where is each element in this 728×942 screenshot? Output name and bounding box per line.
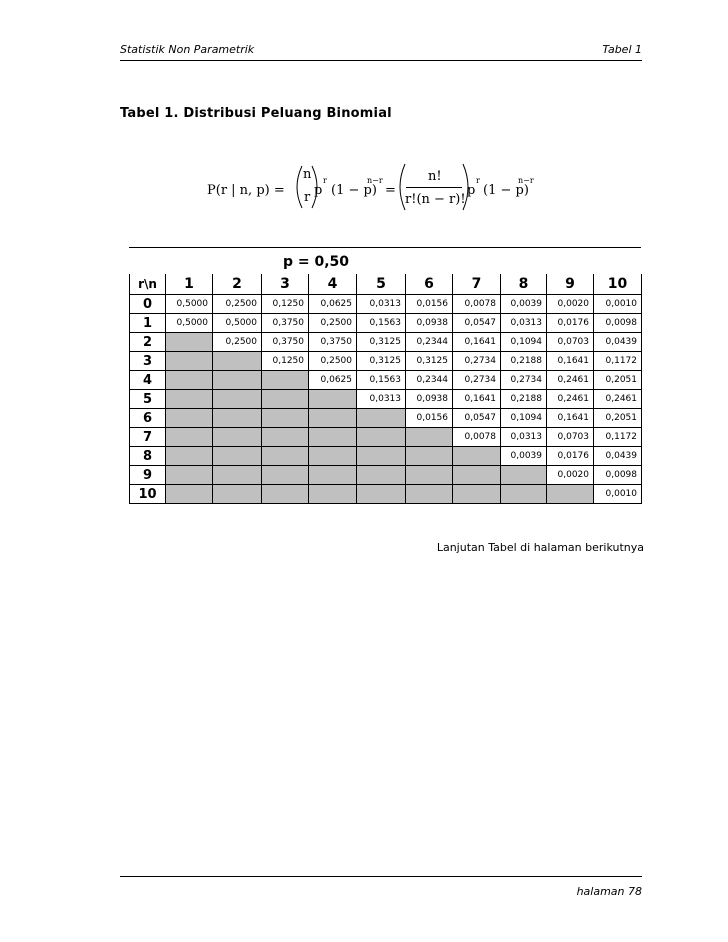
formula-p: p — [314, 183, 323, 198]
empty-cell — [166, 485, 213, 504]
probability-cell: 0,0439 — [594, 333, 642, 352]
empty-cell — [357, 428, 406, 447]
probability-cell: 0,2500 — [213, 333, 262, 352]
empty-cell — [309, 390, 357, 409]
probability-cell: 0,1094 — [501, 333, 547, 352]
empty-cell — [547, 485, 594, 504]
probability-cell: 0,0010 — [594, 485, 642, 504]
empty-cell — [213, 466, 262, 485]
empty-cell — [166, 409, 213, 428]
empty-cell — [453, 485, 501, 504]
probability-cell: 0,2500 — [213, 295, 262, 314]
probability-cell: 0,2188 — [501, 390, 547, 409]
table-title: Tabel 1. Distribusi Peluang Binomial — [120, 106, 392, 121]
probability-cell: 0,0156 — [406, 295, 453, 314]
table-row — [130, 409, 642, 428]
probability-cell: 0,2734 — [453, 371, 501, 390]
probability-cell: 0,0938 — [406, 314, 453, 333]
empty-cell — [309, 466, 357, 485]
empty-cell — [501, 485, 547, 504]
table-row — [130, 295, 642, 314]
table-row — [130, 390, 642, 409]
probability-cell: 0,0020 — [547, 466, 594, 485]
frac-numerator: n! — [428, 169, 442, 184]
column-header: 5 — [357, 274, 406, 295]
probability-cell: 0,5000 — [213, 314, 262, 333]
formula-one-minus-p-exp: n−r — [367, 176, 383, 185]
empty-cell — [309, 447, 357, 466]
formula-end-one-minus-p-exp: n−r — [518, 176, 534, 185]
page-footer — [120, 876, 642, 907]
probability-cell: 0,0703 — [547, 333, 594, 352]
probability-cell: 0,3125 — [357, 352, 406, 371]
column-header: 1 — [166, 274, 213, 295]
row-label: 7 — [130, 428, 166, 447]
column-header: 4 — [309, 274, 357, 295]
probability-cell: 0,2051 — [594, 371, 642, 390]
probability-cell: 0,0313 — [501, 428, 547, 447]
empty-cell — [406, 485, 453, 504]
probability-cell: 0,1250 — [262, 352, 309, 371]
probability-cell: 0,0313 — [357, 295, 406, 314]
corner-label: r\n — [130, 274, 166, 295]
probability-cell: 0,1641 — [453, 333, 501, 352]
continuation-note: Lanjutan Tabel di halaman berikutnya — [436, 541, 644, 554]
probability-cell: 0,1563 — [357, 371, 406, 390]
p-value-label: p = 0,50 — [283, 254, 350, 270]
table-row — [130, 333, 642, 352]
probability-cell: 0,2051 — [594, 409, 642, 428]
empty-cell — [166, 447, 213, 466]
column-header: 8 — [501, 274, 547, 295]
probability-cell: 0,2461 — [594, 390, 642, 409]
probability-cell: 0,2461 — [547, 390, 594, 409]
formula-end-p: p — [467, 183, 476, 198]
probability-cell: 0,0938 — [406, 390, 453, 409]
empty-cell — [406, 466, 453, 485]
binomial-formula — [0, 0, 728, 230]
empty-cell — [309, 428, 357, 447]
probability-cell: 0,0078 — [453, 428, 501, 447]
empty-cell — [357, 447, 406, 466]
probability-cell: 0,0078 — [453, 295, 501, 314]
frac-line — [406, 187, 462, 188]
column-header: 9 — [547, 274, 594, 295]
row-label: 3 — [130, 352, 166, 371]
probability-cell: 0,1172 — [594, 428, 642, 447]
header-left-text: Statistik Non Parametrik — [120, 43, 255, 56]
empty-cell — [213, 428, 262, 447]
empty-cell — [357, 466, 406, 485]
probability-cell: 0,3125 — [357, 333, 406, 352]
empty-cell — [406, 447, 453, 466]
row-label: 2 — [130, 333, 166, 352]
probability-cell: 0,2461 — [547, 371, 594, 390]
empty-cell — [166, 352, 213, 371]
probability-cell: 0,0098 — [594, 314, 642, 333]
probability-cell: 0,0010 — [594, 295, 642, 314]
row-label: 6 — [130, 409, 166, 428]
column-header: 6 — [406, 274, 453, 295]
probability-cell: 0,0039 — [501, 447, 547, 466]
probability-cell: 0,0039 — [501, 295, 547, 314]
probability-cell: 0,3125 — [406, 352, 453, 371]
probability-cell: 0,2500 — [309, 314, 357, 333]
formula-one-minus-p: (1 − p) — [331, 183, 377, 198]
empty-cell — [166, 428, 213, 447]
column-header: 10 — [594, 274, 642, 295]
column-header: 7 — [453, 274, 501, 295]
probability-cell: 0,3750 — [309, 333, 357, 352]
frac-denominator: r!(n − r)! — [405, 192, 466, 207]
probability-cell: 0,0313 — [357, 390, 406, 409]
probability-cell: 0,1250 — [262, 295, 309, 314]
probability-cell: 0,2734 — [501, 371, 547, 390]
header-row — [130, 274, 642, 295]
empty-cell — [166, 466, 213, 485]
binom-top: n — [303, 167, 312, 182]
empty-cell — [213, 447, 262, 466]
table-row — [130, 485, 642, 504]
empty-cell — [166, 390, 213, 409]
empty-cell — [262, 409, 309, 428]
probability-cell: 0,2344 — [406, 333, 453, 352]
page-number: halaman 78 — [576, 885, 642, 898]
probability-cell: 0,1094 — [501, 409, 547, 428]
probability-cell: 0,0547 — [453, 409, 501, 428]
probability-cell: 0,0176 — [547, 314, 594, 333]
empty-cell — [357, 485, 406, 504]
row-label: 9 — [130, 466, 166, 485]
probability-cell: 0,2188 — [501, 352, 547, 371]
empty-cell — [213, 352, 262, 371]
table-row — [130, 466, 642, 485]
probability-cell: 0,0703 — [547, 428, 594, 447]
formula-equals: = — [385, 183, 396, 198]
probability-cell: 0,0313 — [501, 314, 547, 333]
empty-cell — [166, 333, 213, 352]
table-row — [130, 447, 642, 466]
row-label: 4 — [130, 371, 166, 390]
probability-cell: 0,1563 — [357, 314, 406, 333]
probability-cell: 0,0625 — [309, 371, 357, 390]
probability-cell: 0,0625 — [309, 295, 357, 314]
empty-cell — [309, 409, 357, 428]
empty-cell — [262, 390, 309, 409]
empty-cell — [213, 371, 262, 390]
table-row — [130, 428, 642, 447]
table-row — [130, 352, 642, 371]
probability-cell: 0,2500 — [309, 352, 357, 371]
formula-end-one-minus-p: (1 − p) — [483, 183, 529, 198]
empty-cell — [262, 428, 309, 447]
empty-cell — [357, 409, 406, 428]
row-label: 10 — [130, 485, 166, 504]
column-header: 2 — [213, 274, 262, 295]
probability-cell: 0,0156 — [406, 409, 453, 428]
empty-cell — [166, 371, 213, 390]
probability-cell: 0,1641 — [547, 352, 594, 371]
binomial-table — [129, 274, 642, 504]
table-top-rule — [129, 247, 641, 248]
table-row — [130, 314, 642, 333]
empty-cell — [453, 466, 501, 485]
empty-cell — [453, 447, 501, 466]
formula-end-p-exp: r — [476, 176, 480, 185]
table-row — [130, 371, 642, 390]
empty-cell — [309, 485, 357, 504]
probability-cell: 0,5000 — [166, 295, 213, 314]
probability-cell: 0,0020 — [547, 295, 594, 314]
probability-cell: 0,1641 — [453, 390, 501, 409]
probability-cell: 0,1641 — [547, 409, 594, 428]
formula-lhs: P(r | n, p) = — [207, 183, 285, 198]
empty-cell — [213, 409, 262, 428]
probability-cell: 0,0176 — [547, 447, 594, 466]
empty-cell — [406, 428, 453, 447]
probability-cell: 0,0098 — [594, 466, 642, 485]
formula-p-exp: r — [323, 176, 327, 185]
row-label: 5 — [130, 390, 166, 409]
header-right-text: Tabel 1 — [602, 43, 642, 56]
probability-cell: 0,3750 — [262, 314, 309, 333]
probability-cell: 0,0439 — [594, 447, 642, 466]
probability-cell: 0,1172 — [594, 352, 642, 371]
binom-bottom: r — [304, 190, 311, 205]
empty-cell — [262, 466, 309, 485]
empty-cell — [262, 447, 309, 466]
probability-cell: 0,2344 — [406, 371, 453, 390]
probability-cell: 0,2734 — [453, 352, 501, 371]
row-label: 8 — [130, 447, 166, 466]
probability-cell: 0,5000 — [166, 314, 213, 333]
empty-cell — [262, 371, 309, 390]
probability-cell: 0,3750 — [262, 333, 309, 352]
column-header: 3 — [262, 274, 309, 295]
empty-cell — [213, 485, 262, 504]
empty-cell — [213, 390, 262, 409]
probability-cell: 0,0547 — [453, 314, 501, 333]
row-label: 0 — [130, 295, 166, 314]
empty-cell — [501, 466, 547, 485]
empty-cell — [262, 485, 309, 504]
row-label: 1 — [130, 314, 166, 333]
